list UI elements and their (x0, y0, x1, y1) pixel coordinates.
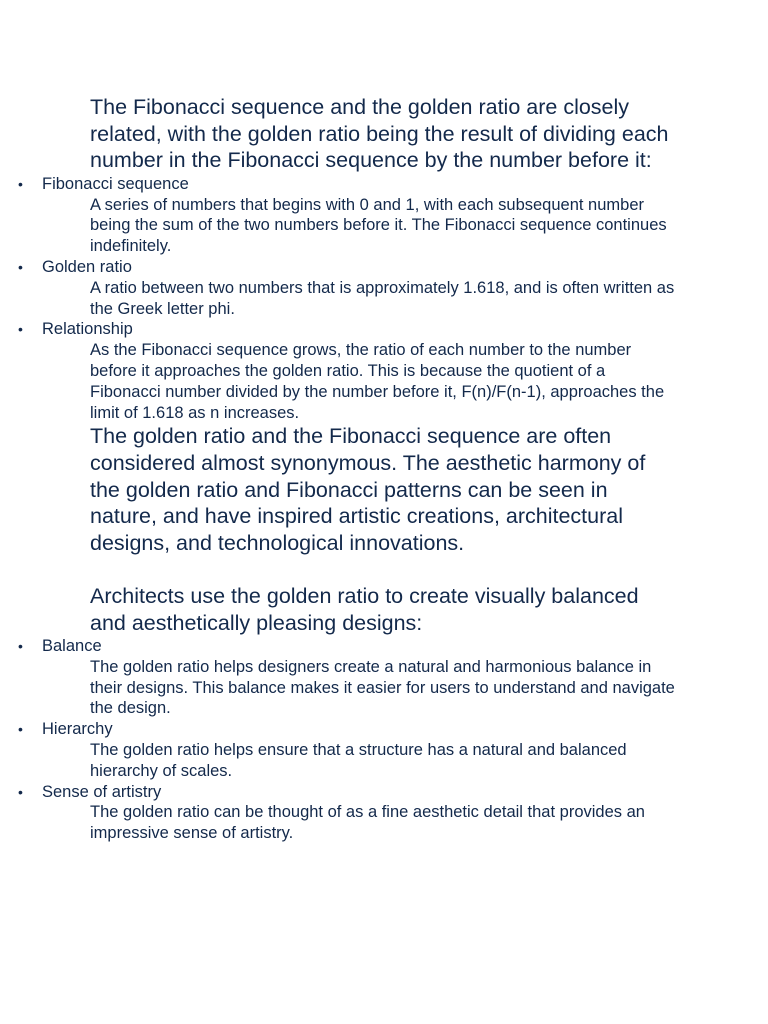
list-item (0, 174, 768, 257)
paragraph-spacer (0, 556, 768, 583)
bullet-icon: • (18, 321, 23, 338)
list-item-term: Relationship (42, 320, 133, 339)
intro-paragraph: The Fibonacci sequence and the golden ratio are closely related, with the golden ratio being the result of dividing each number in the Fibonacci sequence by the number before it: (90, 95, 669, 173)
bullet-icon: • (18, 783, 23, 800)
list-item-description: The golden ratio helps ensure that a structure has a natural and balanced hierarchy of scales. (90, 741, 627, 780)
summary-paragraph: The golden ratio and the Fibonacci sequence are often considered almost synonymous. The aesthetic harmony of the golden ratio and Fibonacci patterns can be seen in nature, and have inspired artistic creations, architectural designs, and technological innovations. (90, 424, 646, 555)
list-item-term: Sense of artistry (42, 782, 162, 801)
list-item-description: The golden ratio helps designers create a natural and harmonious balance in their designs. This balance makes it easier for users to understand and navigate the design. (90, 657, 675, 718)
bullet-icon: • (18, 721, 23, 738)
bullet-icon: • (18, 638, 23, 655)
list-item (0, 719, 768, 781)
list-item-description: As the Fibonacci sequence grows, the ratio of each number to the number before it approaches the golden ratio. This is because the quotient of a Fibonacci number divided by the number before it, F(n)/F(n-1), approaches the limit of 1.618 as n increases. (90, 341, 665, 422)
list-item-description: A series of numbers that begins with 0 and 1, with each subsequent number being the sum of the two numbers before it. The Fibonacci sequence continues indefinitely. (90, 195, 667, 256)
list-item (0, 257, 768, 319)
list-item (0, 319, 768, 423)
architects-intro-paragraph: Architects use the golden ratio to create visually balanced and aesthetically pleasing designs: (90, 583, 639, 635)
architect-list (0, 636, 768, 844)
list-item-term: Hierarchy (42, 720, 113, 739)
bullet-icon: • (18, 175, 23, 192)
list-item (0, 782, 768, 844)
document-body (0, 94, 768, 844)
list-item-description: The golden ratio can be thought of as a fine aesthetic detail that provides an impressive sense of artistry. (90, 803, 645, 843)
list-item-term: Fibonacci sequence (42, 174, 189, 193)
bullet-icon: • (18, 258, 23, 275)
list-item (0, 636, 768, 719)
list-item-description: A ratio between two numbers that is approximately 1.618, and is often written as the Greek letter phi. (90, 278, 675, 318)
fibonacci-list (0, 174, 768, 424)
list-item-term: Balance (42, 637, 102, 656)
list-item-term: Golden ratio (42, 257, 132, 276)
